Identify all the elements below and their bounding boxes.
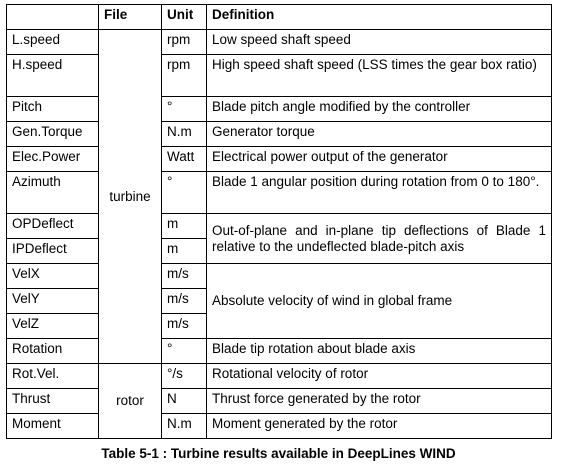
- header-row: [7, 5, 552, 30]
- var-name: VelX: [7, 264, 99, 289]
- var-name: VelZ: [7, 314, 99, 339]
- var-name: Pitch: [7, 97, 99, 122]
- file-turbine: turbine: [99, 30, 162, 364]
- var-unit: °: [162, 172, 207, 214]
- results-table: [6, 4, 552, 439]
- var-name: VelY: [7, 289, 99, 314]
- var-definition: Absolute velocity of wind in global frame: [207, 264, 552, 339]
- header-name: [7, 5, 99, 30]
- table-row: [7, 214, 552, 239]
- var-definition: Low speed shaft speed: [207, 30, 552, 55]
- var-unit: rpm: [162, 30, 207, 55]
- var-definition: Thrust force generated by the rotor: [207, 389, 552, 414]
- var-definition: Out-of-plane and in-plane tip deflections of Blade 1 relative to the undeflected blade-pitch axis: [207, 214, 552, 264]
- var-name: Gen.Torque: [7, 122, 99, 147]
- var-definition: Blade 1 angular position during rotation from 0 to 180°.: [207, 172, 552, 214]
- table-caption: Table 5-1 : Turbine results available in DeepLines WIND: [101, 446, 456, 461]
- var-unit: m: [162, 239, 207, 264]
- var-name: IPDeflect: [7, 239, 99, 264]
- var-name: Moment: [7, 414, 99, 439]
- var-unit: N: [162, 389, 207, 414]
- var-unit: °: [162, 339, 207, 364]
- table-row: [7, 172, 552, 214]
- var-name: Elec.Power: [7, 147, 99, 172]
- var-name: H.speed: [7, 55, 99, 97]
- var-unit: Watt: [162, 147, 207, 172]
- var-unit: N.m: [162, 414, 207, 439]
- var-name: L.speed: [7, 30, 99, 55]
- table-row: [7, 30, 552, 55]
- header-unit: Unit: [162, 5, 207, 30]
- var-unit: °/s: [162, 364, 207, 389]
- header-definition: Definition: [207, 5, 552, 30]
- var-definition: Blade pitch angle modified by the controller: [207, 97, 552, 122]
- table-row: [7, 55, 552, 97]
- table-row: [7, 414, 552, 439]
- table-row: [7, 122, 552, 147]
- table-row: [7, 389, 552, 414]
- table-row: [7, 264, 552, 289]
- header-file: File: [99, 5, 162, 30]
- table-row: [7, 364, 552, 389]
- file-rotor: rotor: [99, 364, 162, 439]
- var-unit: °: [162, 97, 207, 122]
- var-definition: Electrical power output of the generator: [207, 147, 552, 172]
- var-name: Rotation: [7, 339, 99, 364]
- var-definition: Rotational velocity of rotor: [207, 364, 552, 389]
- var-unit: rpm: [162, 55, 207, 97]
- var-definition: Generator torque: [207, 122, 552, 147]
- table-row: [7, 339, 552, 364]
- var-definition: High speed shaft speed (LSS times the gear box ratio): [207, 55, 552, 97]
- var-unit: m/s: [162, 289, 207, 314]
- var-unit: m/s: [162, 314, 207, 339]
- var-name: OPDeflect: [7, 214, 99, 239]
- var-definition: Moment generated by the rotor: [207, 414, 552, 439]
- table-row: [7, 147, 552, 172]
- var-name: Azimuth: [7, 172, 99, 214]
- var-name: Thrust: [7, 389, 99, 414]
- table-row: [7, 97, 552, 122]
- var-definition: Blade tip rotation about blade axis: [207, 339, 552, 364]
- var-unit: m: [162, 214, 207, 239]
- var-name: Rot.Vel.: [7, 364, 99, 389]
- var-unit: N.m: [162, 122, 207, 147]
- var-unit: m/s: [162, 264, 207, 289]
